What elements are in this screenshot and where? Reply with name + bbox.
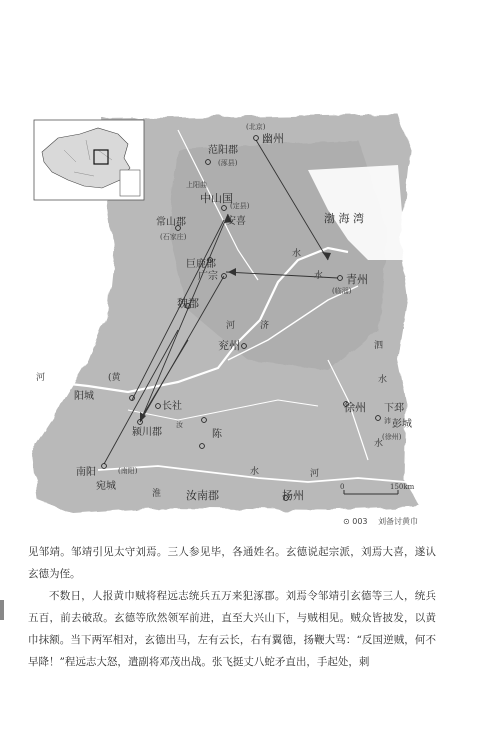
- label-he-river: 河: [226, 321, 236, 331]
- label-yanzhou: 兖州: [218, 339, 240, 352]
- label-anxi: 安喜: [226, 216, 246, 227]
- label-ji-river: 济: [260, 321, 270, 331]
- label-guangzong: 广宗: [198, 271, 218, 282]
- label-shangquyang: 上阳曲: [186, 181, 207, 189]
- label-sishui: 泗: [374, 341, 384, 351]
- label-zhuojun: 范阳郡: [208, 145, 238, 156]
- label-xuzhou: 徐州: [344, 401, 366, 414]
- label-shijiazhuang: (石家庄): [160, 233, 187, 241]
- label-linzi: (临淄): [332, 287, 352, 295]
- label-shui-1: 水: [292, 249, 302, 259]
- scale-zero: 0: [340, 483, 345, 491]
- label-runan: 汝南郡: [186, 489, 219, 502]
- label-youzhou: 幽州: [262, 132, 284, 145]
- label-dingxian: (定县): [230, 202, 250, 210]
- historical-map: [28, 110, 428, 518]
- label-zhuoxian: (涿县): [218, 159, 238, 167]
- label-qingzhou: 青州: [346, 273, 368, 286]
- label-shui-4: 水: [374, 439, 384, 449]
- label-shui-5: 水: [250, 467, 260, 477]
- paragraph-2: 不数日，人报黄巾贼将程远志统兵五万来犯涿郡。刘焉令邹靖引玄德等三人，统兵五百，前去破敌。玄德等欣然领军前进，直至大兴山下，与贼相见。贼众皆披发，以黄巾抹额。当下两军相对，玄德出马，左有云长，右有翼德，扬鞭大骂：“反国逆贼，何不早降！”程远志大怒，遣副将邓茂出战。张飞挺丈八蛇矛直出，手起处，刺: [28, 590, 436, 668]
- label-wancheng: 宛城: [96, 481, 116, 492]
- label-he: 河: [36, 373, 46, 383]
- page-edge-mark: [0, 600, 4, 620]
- map-caption: [343, 516, 418, 527]
- body-text: [28, 541, 436, 673]
- label-huai: 淮: [152, 489, 162, 499]
- label-bohai: 渤 海 湾: [324, 212, 364, 225]
- label-shui-3: 水: [378, 375, 388, 385]
- label-chen: 陈: [212, 429, 222, 440]
- caption-number: ⊙ 003: [343, 517, 368, 526]
- paragraph-1: 见邹靖。邹靖引见太守刘焉。三人参见毕，各通姓名。玄德说起宗派，刘焉大喜，遂认玄德为侄。: [28, 546, 436, 580]
- label-changshan: 常山郡: [156, 217, 186, 228]
- label-pei: 沛: [384, 417, 391, 425]
- label-shui-2: 水: [314, 271, 324, 281]
- inset-sea-box: [120, 170, 140, 196]
- caption-title: 刘备讨黄巾: [378, 517, 419, 526]
- map-graphic: [28, 110, 428, 518]
- label-pengcheng: 彭城: [392, 419, 412, 430]
- label-beijing: (北京): [246, 123, 266, 131]
- label-zhongshan: 中山国: [200, 192, 233, 205]
- scale-distance: 150km: [390, 483, 415, 491]
- label-nanyang: 南阳: [76, 467, 96, 478]
- label-yangcheng: 阳城: [74, 391, 94, 402]
- label-huang: (黄: [108, 373, 121, 383]
- label-changshe: 长社: [162, 401, 182, 412]
- label-yangzhou: 扬州: [282, 489, 304, 502]
- label-yingchuan: 颍川郡: [132, 427, 162, 438]
- label-xuzhou-county: (徐州): [382, 433, 402, 441]
- label-weijun: 魏郡: [177, 297, 199, 310]
- label-ru: 汝: [176, 421, 183, 429]
- label-xiapi: 下邳: [384, 403, 404, 414]
- label-he-mark: 河: [310, 469, 320, 479]
- label-julu: 巨鹿郡: [186, 259, 216, 270]
- label-nanyang-paren: (南阳): [118, 467, 138, 475]
